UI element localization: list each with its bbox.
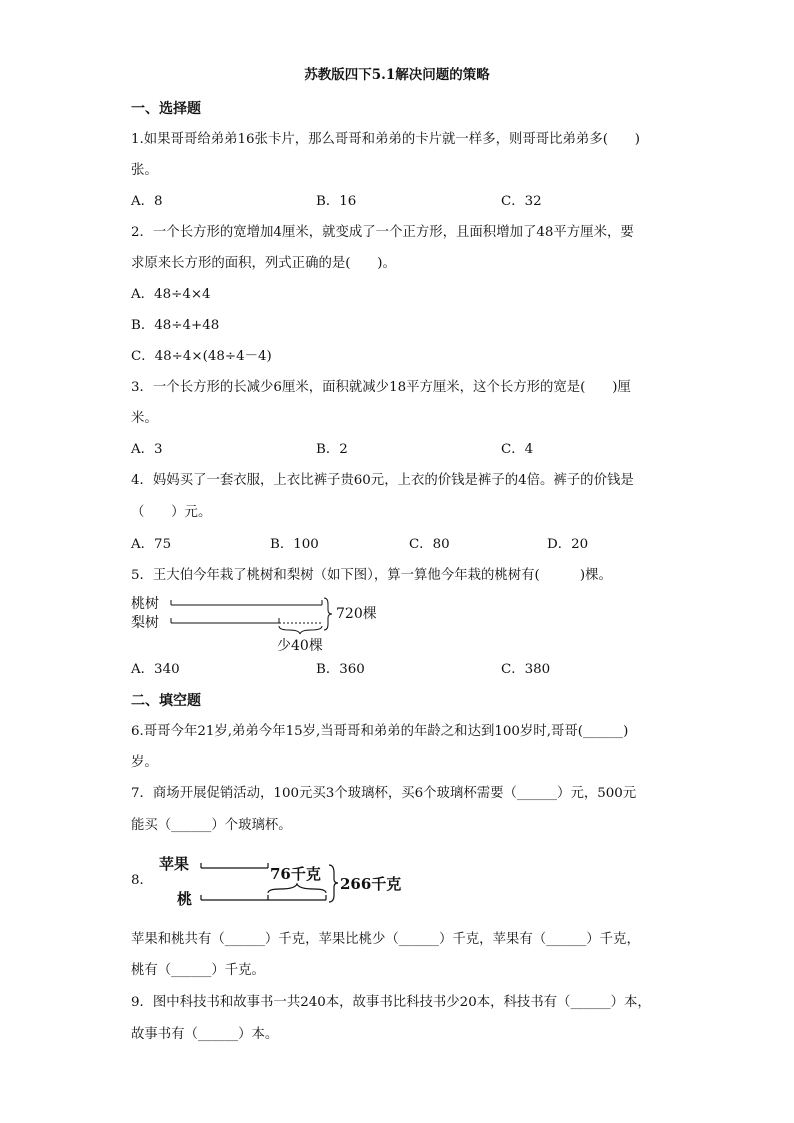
question-4-option-a: A．75 (131, 537, 172, 552)
question-8-text: 苹果和桃共有（______）千克，苹果比桃少（______）千克，苹果有（______）千克， (131, 932, 640, 947)
section-heading-fill: 二、填空题 (131, 693, 201, 709)
question-4-text: 4．妈妈买了一套衣服，上衣比裤子贵60元，上衣的价钱是裤子的4倍。裤子的价钱是 (131, 473, 634, 488)
diagram-diff-label: 76千克 (270, 865, 321, 883)
question-1-option-c: C．32 (501, 194, 542, 209)
question-5-option-a: A．340 (131, 662, 180, 677)
question-1-option-b: B．16 (316, 194, 357, 209)
diagram-total-label: 266千克 (340, 875, 402, 893)
question-7-text-cont: 能买（______）个玻璃杯。 (131, 818, 292, 833)
question-6-text-cont: 岁。 (131, 755, 158, 770)
question-3-option-a: A．3 (131, 442, 163, 457)
question-5-line-diagram (131, 594, 391, 656)
section-heading-choice: 一、选择题 (131, 101, 201, 117)
diagram-label-peach: 桃树 (131, 596, 159, 612)
question-1-option-a: A．8 (131, 194, 163, 209)
question-3-text-cont: 米。 (131, 411, 158, 426)
question-3-option-b: B．2 (316, 442, 348, 457)
question-3-option-c: C．4 (501, 442, 534, 457)
question-9-text-cont: 故事书有（______）本。 (131, 1027, 279, 1042)
question-4-text-cont: （ ）元。 (131, 505, 212, 520)
question-5-option-b: B．360 (316, 662, 365, 677)
question-8-text-cont: 桃有（______）千克。 (131, 963, 265, 978)
diagram-total-label: 720棵 (336, 606, 377, 622)
question-1-text-cont: 张。 (131, 163, 158, 178)
question-2-text: 2．一个长方形的宽增加4厘米，就变成了一个正方形，且面积增加了48平方厘米，要 (131, 225, 634, 240)
question-8-number: 8． (131, 873, 153, 888)
question-8-line-diagram (158, 851, 408, 913)
total-brace (324, 598, 332, 630)
question-1-text: 1.如果哥哥给弟弟16张卡片，那么哥哥和弟弟的卡片就一样多，则哥哥比弟弟多( ) (131, 132, 640, 147)
diagram-label-peach: 桃 (177, 890, 193, 908)
question-2-option-a: A．48÷4×4 (131, 287, 211, 302)
question-9-text: 9．图中科技书和故事书一共240本，故事书比科技书少20本，科技书有（______）本， (131, 995, 651, 1010)
question-5-text: 5．王大伯今年栽了桃树和梨树（如下图），算一算他今年栽的桃树有( )棵。 (131, 568, 612, 583)
question-4-option-d: D．20 (547, 537, 589, 552)
question-6-text: 6.哥哥今年21岁,弟弟今年15岁,当哥哥和弟弟的年龄之和达到100岁时,哥哥(______) (131, 724, 629, 739)
page-title: 苏教版四下5.1解决问题的策略 (304, 67, 490, 83)
question-2-option-c: C．48÷4×(48÷4－4) (131, 349, 272, 364)
question-4-option-b: B．100 (270, 537, 319, 552)
diagram-label-apple: 苹果 (159, 855, 190, 873)
question-5-option-c: C．380 (501, 662, 551, 677)
question-4-option-c: C．80 (409, 537, 450, 552)
question-2-text-cont: 求原来长方形的面积，列式正确的是( )。 (131, 256, 396, 271)
diagram-diff-label: 少40棵 (277, 638, 323, 654)
question-3-text: 3．一个长方形的长减少6厘米，面积就减少18平方厘米，这个长方形的宽是( )厘 (131, 380, 631, 395)
total-brace (329, 865, 338, 902)
diagram-label-pear: 梨树 (131, 615, 159, 631)
diff-brace (268, 884, 326, 893)
diff-brace (279, 626, 322, 634)
question-7-text: 7．商场开展促销活动，100元买3个玻璃杯，买6个玻璃杯需要（______）元，500元 (131, 786, 637, 801)
question-2-option-b: B．48÷4+48 (131, 318, 220, 333)
